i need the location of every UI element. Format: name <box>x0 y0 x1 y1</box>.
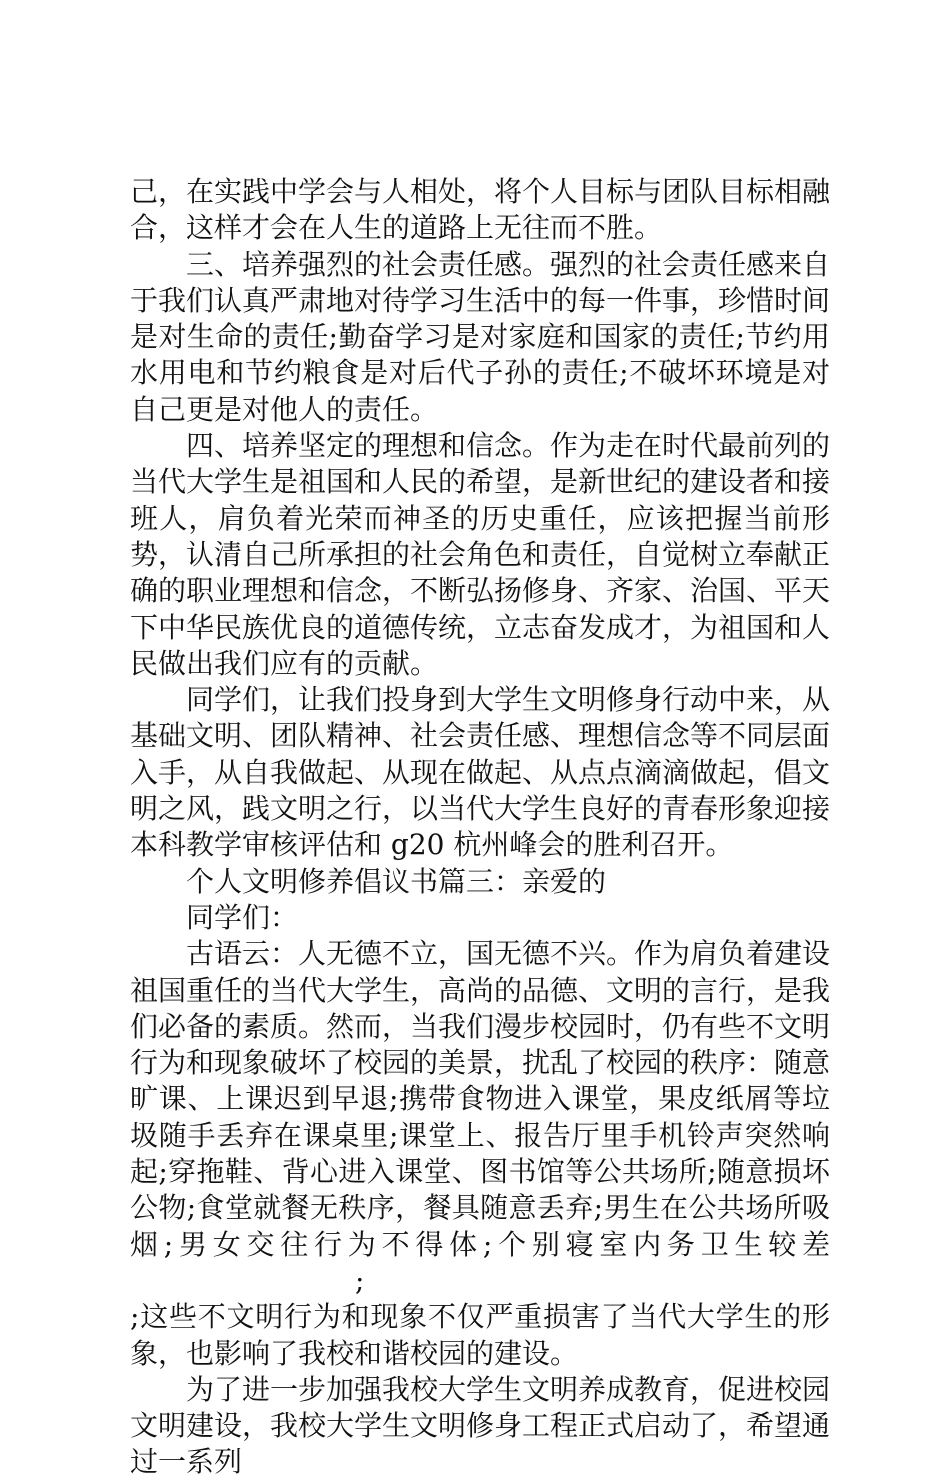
document-body <box>130 174 830 1481</box>
uncivil-behaviors-text: 古语云：人无德不立，国无德不兴。作为肩负着建设祖国重任的当代大学生，高尚的品德、文明的言行，是我们必备的素质。然而，当我们漫步校园时，仍有些不文明行为和现象破坏了校园的美景，扰乱了校园的秩序：随意旷课、上课迟到早退;携带食物进入课堂，果皮纸屑等垃圾随手丢弃在课桌里;课堂上、报告厅里手机铃声突然响起;穿拖鞋、背心进入课堂、图书馆等公共场所;随意损坏公物;食堂就餐无秩序，餐具随意丢弃;男生在公共场所吸烟;男女交往行为不得体;个别寝室内务卫生较差 <box>130 937 831 1261</box>
section-heading-part-three: 个人文明修养倡议书篇三：亲爱的 <box>186 864 607 898</box>
paragraph-ideals-beliefs: 四、培养坚定的理想和信念。作为走在时代最前列的当代大学生是祖国和人民的希望，是新世纪的建设者和接班人，肩负着光荣而神圣的历史重任，应该把握当前形势，认清自己所承担的社会角色和责任，自觉树立奉献正确的职业理想和信念，不断弘扬修身、齐家、治国、平天下中华民族优良的道德传统，立志奋发成才，为祖国和人民做出我们应有的贡献。 <box>130 429 831 680</box>
paragraph-social-responsibility: 三、培养强烈的社会责任感。强烈的社会责任感来自于我们认真严肃地对待学习生活中的每一件事，珍惜时间是对生命的责任;勤奋学习是对家庭和国家的责任;节约用水用电和节约粮食是对后代子孙的责任;不破坏环境是对自己更是对他人的责任。 <box>130 247 831 426</box>
paragraph-uncivil-impact: ;这些不文明行为和现象不仅严重损害了当代大学生的形象，也影响了我校和谐校园的建设。 <box>130 1300 830 1370</box>
paragraph-continuation: 己，在实践中学会与人相处，将个人目标与团队目标相融合，这样才会在人生的道路上无往而不胜。 <box>130 175 831 245</box>
salutation: 同学们： <box>186 900 299 934</box>
separator-semicolon: ; <box>355 1263 365 1297</box>
paragraph-uncivil-behaviors <box>130 936 830 1299</box>
paragraph-civilization-project: 为了进一步加强我校大学生文明养成教育，促进校园文明建设，我校大学生文明修身工程正式启动了，希望通过一系列 <box>130 1372 831 1479</box>
paragraph-call-to-action: 同学们，让我们投身到大学生文明修身行动中来，从基础文明、团队精神、社会责任感、理想信念等不同层面入手，从自我做起、从现在做起、从点点滴滴做起，倡文明之风，践文明之行，以当代大学生良好的青春形象迎接本科教学审核评估和 g20 杭州峰会的胜利召开。 <box>130 683 831 862</box>
